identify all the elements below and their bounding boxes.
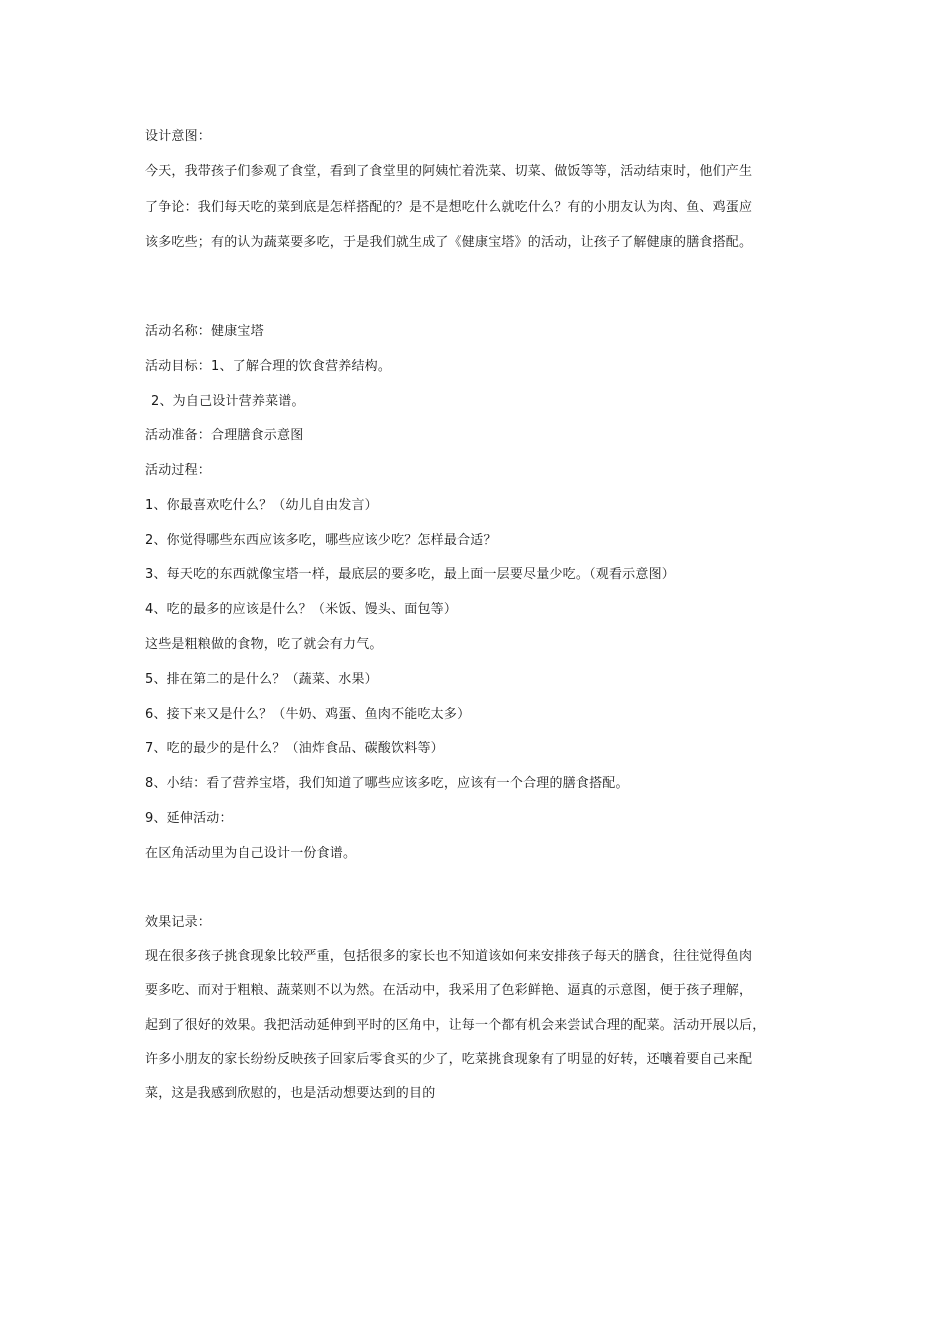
activity-goal-1: 活动目标：1、了解合理的饮食营养结构。 [145, 359, 392, 374]
effect-record-line: 现在很多孩子挑食现象比较严重，包括很多的家长也不知道该如何来安排孩子每天的膳食，往往觉得鱼肉 [145, 949, 753, 964]
process-step: 1、你最喜欢吃什么？（幼儿自由发言） [145, 498, 378, 513]
effect-record-line: 要多吃、而对于粗粮、蔬菜则不以为然。在活动中，我采用了色彩鲜艳、逼真的示意图，便于孩子理解， [145, 983, 753, 998]
design-intent-line: 该多吃些；有的认为蔬菜要多吃，于是我们就生成了《健康宝塔》的活动，让孩子了解健康的膳食搭配。 [145, 235, 753, 250]
process-step: 8、小结：看了营养宝塔，我们知道了哪些应该多吃，应该有一个合理的膳食搭配。 [145, 776, 629, 791]
process-step: 4、吃的最多的应该是什么？（米饭、馒头、面包等） [145, 602, 458, 617]
process-step: 3、每天吃的东西就像宝塔一样，最底层的要多吃，最上面一层要尽量少吃。（观看示意图） [145, 567, 675, 582]
activity-goal-2: 2、为自己设计营养菜谱。 [151, 394, 305, 409]
process-step: 6、接下来又是什么？（牛奶、鸡蛋、鱼肉不能吃太多） [145, 707, 471, 722]
process-step: 5、排在第二的是什么？（蔬菜、水果） [145, 672, 378, 687]
process-step: 7、吃的最少的是什么？（油炸食品、碳酸饮料等） [145, 741, 444, 756]
effect-record-heading: 效果记录： [145, 915, 212, 930]
activity-name: 活动名称：健康宝塔 [145, 324, 264, 339]
process-step: 2、你觉得哪些东西应该多吃，哪些应该少吃？怎样最合适？ [145, 533, 497, 548]
process-step: 在区角活动里为自己设计一份食谱。 [145, 846, 357, 861]
process-step: 这些是粗粮做的食物，吃了就会有力气。 [145, 637, 383, 652]
design-intent-heading: 设计意图： [145, 129, 212, 144]
process-step: 9、延伸活动： [145, 811, 233, 826]
activity-process-heading: 活动过程： [145, 463, 212, 478]
effect-record-line: 起到了很好的效果。我把活动延伸到平时的区角中，让每一个都有机会来尝试合理的配菜。活动开展以后， [145, 1018, 766, 1033]
design-intent-line: 了争论：我们每天吃的菜到底是怎样搭配的？是不是想吃什么就吃什么？有的小朋友认为肉、鱼、鸡蛋应 [145, 200, 753, 215]
activity-preparation: 活动准备：合理膳食示意图 [145, 428, 304, 443]
design-intent-line: 今天，我带孩子们参观了食堂，看到了食堂里的阿姨忙着洗菜、切菜、做饭等等，活动结束时，他们产生 [145, 164, 753, 179]
effect-record-line: 菜，这是我感到欣慰的，也是活动想要达到的目的 [145, 1086, 436, 1101]
effect-record-line: 许多小朋友的家长纷纷反映孩子回家后零食买的少了，吃菜挑食现象有了明显的好转，还嚷着要自己来配 [145, 1052, 753, 1067]
